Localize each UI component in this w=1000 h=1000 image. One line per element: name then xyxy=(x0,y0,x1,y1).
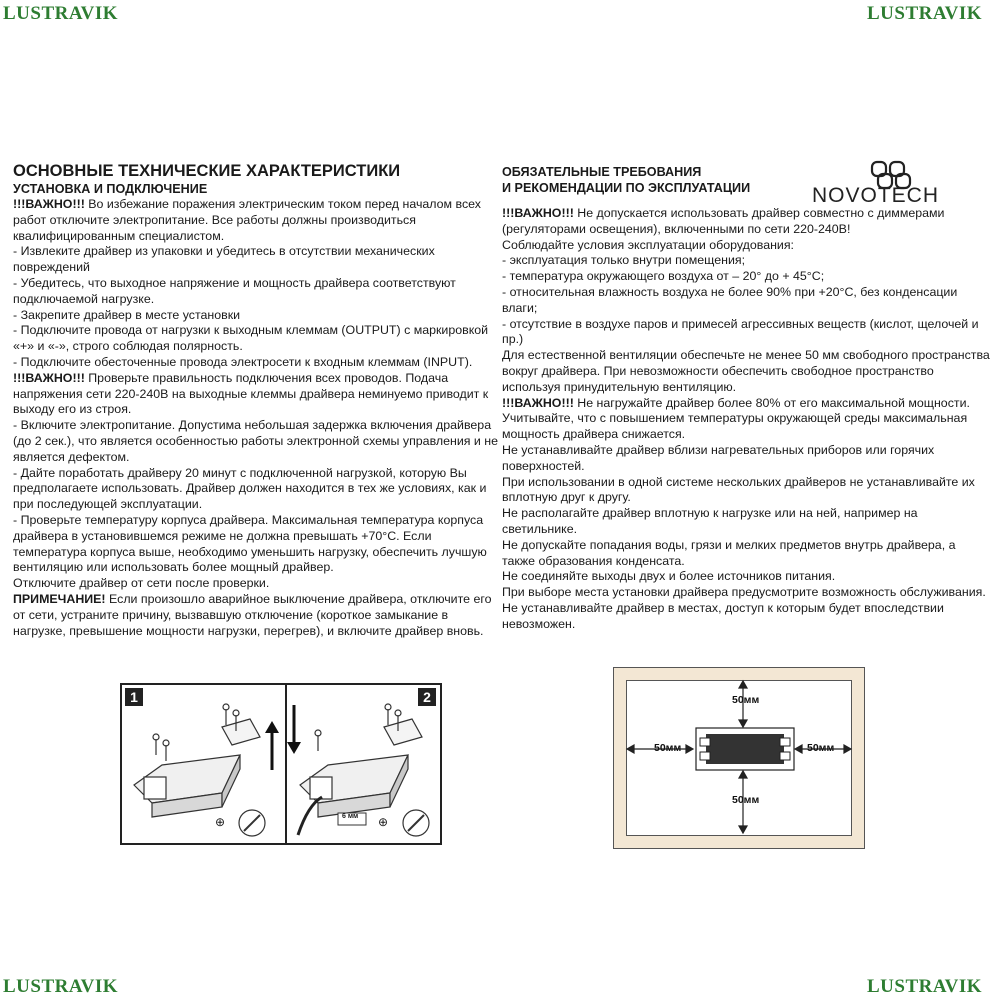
note-label: ПРИМЕЧАНИЕ! xyxy=(13,591,106,606)
clearance-bottom-label: 50мм xyxy=(732,794,760,806)
right-important-2 xyxy=(502,396,990,443)
important-text: Проверьте правильность подключения всех проводов. Подача напряжения сети 220-240В на выходные клеммы драйвера неминуемо приводит к выходу его из строя. xyxy=(13,370,489,417)
left-title: ОСНОВНЫЕ ТЕХНИЧЕСКИЕ ХАРАКТЕРИСТИКИ xyxy=(13,162,401,180)
watermark-bottom-left: LUSTRAVIK xyxy=(3,976,119,997)
arrow-down-icon xyxy=(287,705,301,754)
arrow-up-icon xyxy=(265,721,279,770)
right-title-line2: И РЕКОМЕНДАЦИИ ПО ЭКСПЛУАТАЦИИ xyxy=(502,181,751,195)
right-rule: Не располагайте драйвер вплотную к нагрузке или на ней, например на светильнике. xyxy=(502,506,918,536)
left-important-2 xyxy=(13,371,498,418)
novotech-logo xyxy=(812,160,992,212)
watermark-bottom-right: LUSTRAVIK xyxy=(867,976,983,997)
panel-2-badge: 2 xyxy=(418,688,436,706)
right-rule: Не устанавливайте драйвер вблизи нагревательных приборов или горячих поверхностей. xyxy=(502,442,935,473)
important-label: !!!ВАЖНО!!! xyxy=(13,197,85,211)
panel-1-badge: 1 xyxy=(125,688,143,706)
important-label: !!!ВАЖНО!!! xyxy=(502,206,574,220)
right-condition: - эксплуатация только внутри помещения; xyxy=(502,253,746,268)
left-note xyxy=(13,592,498,639)
note-text: Если произошло аварийное выключение драйвера, отключите его от сети, устраните причину, вызвавшую отключение (короткое замыкание в нагрузке, превышение мощности нагрузки, перегрев), и включите драйвер вновь. xyxy=(13,591,492,638)
important-label: !!!ВАЖНО!!! xyxy=(13,370,85,385)
important-text: Во избежание поражения электрическим током перед началом всех работ отключите электропитание. Все работы должны производиться квалифицированным специалистом. xyxy=(13,197,481,243)
left-step: - Подключите провода от нагрузки к выходным клеммам (OUTPUT) с маркировкой «+» и «-», строго соблюдая полярность. xyxy=(13,323,489,354)
left-step: - Убедитесь, что выходное напряжение и мощность драйвера соответствуют подключаемой нагрузке. xyxy=(13,275,456,306)
watermark-top-right: LUSTRAVIK xyxy=(867,3,983,24)
right-condition: - отсутствие в воздухе паров и примесей агрессивных веществ (кислот, щелочей и пр.) xyxy=(502,316,979,347)
strip-length-label: 6 мм xyxy=(342,813,359,820)
important-label: !!!ВАЖНО!!! xyxy=(502,395,574,410)
important-text: Не нагружайте драйвер более 80% от его максимальной мощности. Учитывайте, что с повышением температуры окружающей среды максимальная мощность драйвера снижается. xyxy=(502,395,970,442)
right-rule: Не соединяйте выходы двух и более источников питания. xyxy=(502,569,836,584)
right-condition: - относительная влажность воздуха не более 90% при +20°С, без конденсации влаги; xyxy=(502,284,958,315)
plus-2-icon: ⊕ xyxy=(378,815,389,829)
left-important-1 xyxy=(13,197,498,244)
left-step: - Включите электропитание. Допустима небольшая задержка включения драйвера (до 2 сек.), что является особенностью работы электронной схемы управления и не является дефектом. xyxy=(13,418,499,464)
right-column xyxy=(502,164,990,633)
watermark-top-left: LUSTRAVIK xyxy=(3,3,119,24)
clearance-top-label: 50мм xyxy=(732,694,760,706)
right-rule: При выборе места установки драйвера предусмотрите возможность обслуживания. Не устанавливайте драйвер в местах, доступ к которым будет впоследствии невозможен. xyxy=(502,585,986,631)
clearance-left-label: 50мм xyxy=(654,742,682,754)
right-rule: При использовании в одной системе нескольких драйверов не устанавливайте их вплотную друг к другу. xyxy=(502,474,975,505)
clearance-figure xyxy=(613,667,865,849)
installation-figure xyxy=(120,683,442,845)
right-rule: Не допускайте попадания воды, грязи и мелких предметов внутрь драйвера, а также образования конденсата. xyxy=(502,537,956,568)
left-column xyxy=(13,162,498,639)
driver-1-icon xyxy=(134,719,260,817)
left-step: - Проверьте температуру корпуса драйвера. Максимальная температура корпуса драйвера в установившемся режиме не должна превышать +70°С. Если температура корпуса выше, необходимо уменьшить нагрузку, обеспечить лучшую вентиляцию или использовать более мощный драйвер. xyxy=(13,512,487,575)
right-ventilation: Для естественной вентиляции обеспечьте не менее 50 мм свободного пространства вокруг драйвера. При невозможности обеспечить свободное пространство используя принудительную вентиляцию. xyxy=(502,348,990,394)
right-conditions-intro: Соблюдайте условия эксплуатации оборудования: xyxy=(502,237,794,252)
left-step: - Дайте поработать драйверу 20 минут с подключенной нагрузкой, которую Вы предполагаете использовать. Драйвер должен находится в тех же условиях, как и при последующей эксплуатации. xyxy=(13,465,487,512)
driver-top-view-icon xyxy=(696,728,794,770)
installation-drawing xyxy=(122,685,440,843)
left-step: - Извлеките драйвер из упаковки и убедитесь в отсутствии механических повреждений xyxy=(13,244,435,275)
logo-text: NOVOTECH xyxy=(812,184,940,207)
clearance-right-label: 50мм xyxy=(807,742,835,754)
left-step: Отключите драйвер от сети после проверки. xyxy=(13,576,270,591)
right-condition: - температура окружающего воздуха от – 20° до + 45°С; xyxy=(502,269,825,284)
right-title-line1: ОБЯЗАТЕЛЬНЫЕ ТРЕБОВАНИЯ xyxy=(502,165,702,179)
driver-2-icon xyxy=(300,719,422,817)
left-step: - Подключите обесточенные провода электросети к входным клеммам (INPUT). xyxy=(13,354,473,369)
important-text: Не допускается использовать драйвер совместно с диммерами (регуляторами освещения), включенными по сети 220-240В! xyxy=(502,206,945,236)
left-step: - Закрепите драйвер в месте установки xyxy=(13,307,241,322)
plus-1-icon: ⊕ xyxy=(215,815,226,829)
left-subtitle: УСТАНОВКА И ПОДКЛЮЧЕНИЕ xyxy=(13,182,208,196)
